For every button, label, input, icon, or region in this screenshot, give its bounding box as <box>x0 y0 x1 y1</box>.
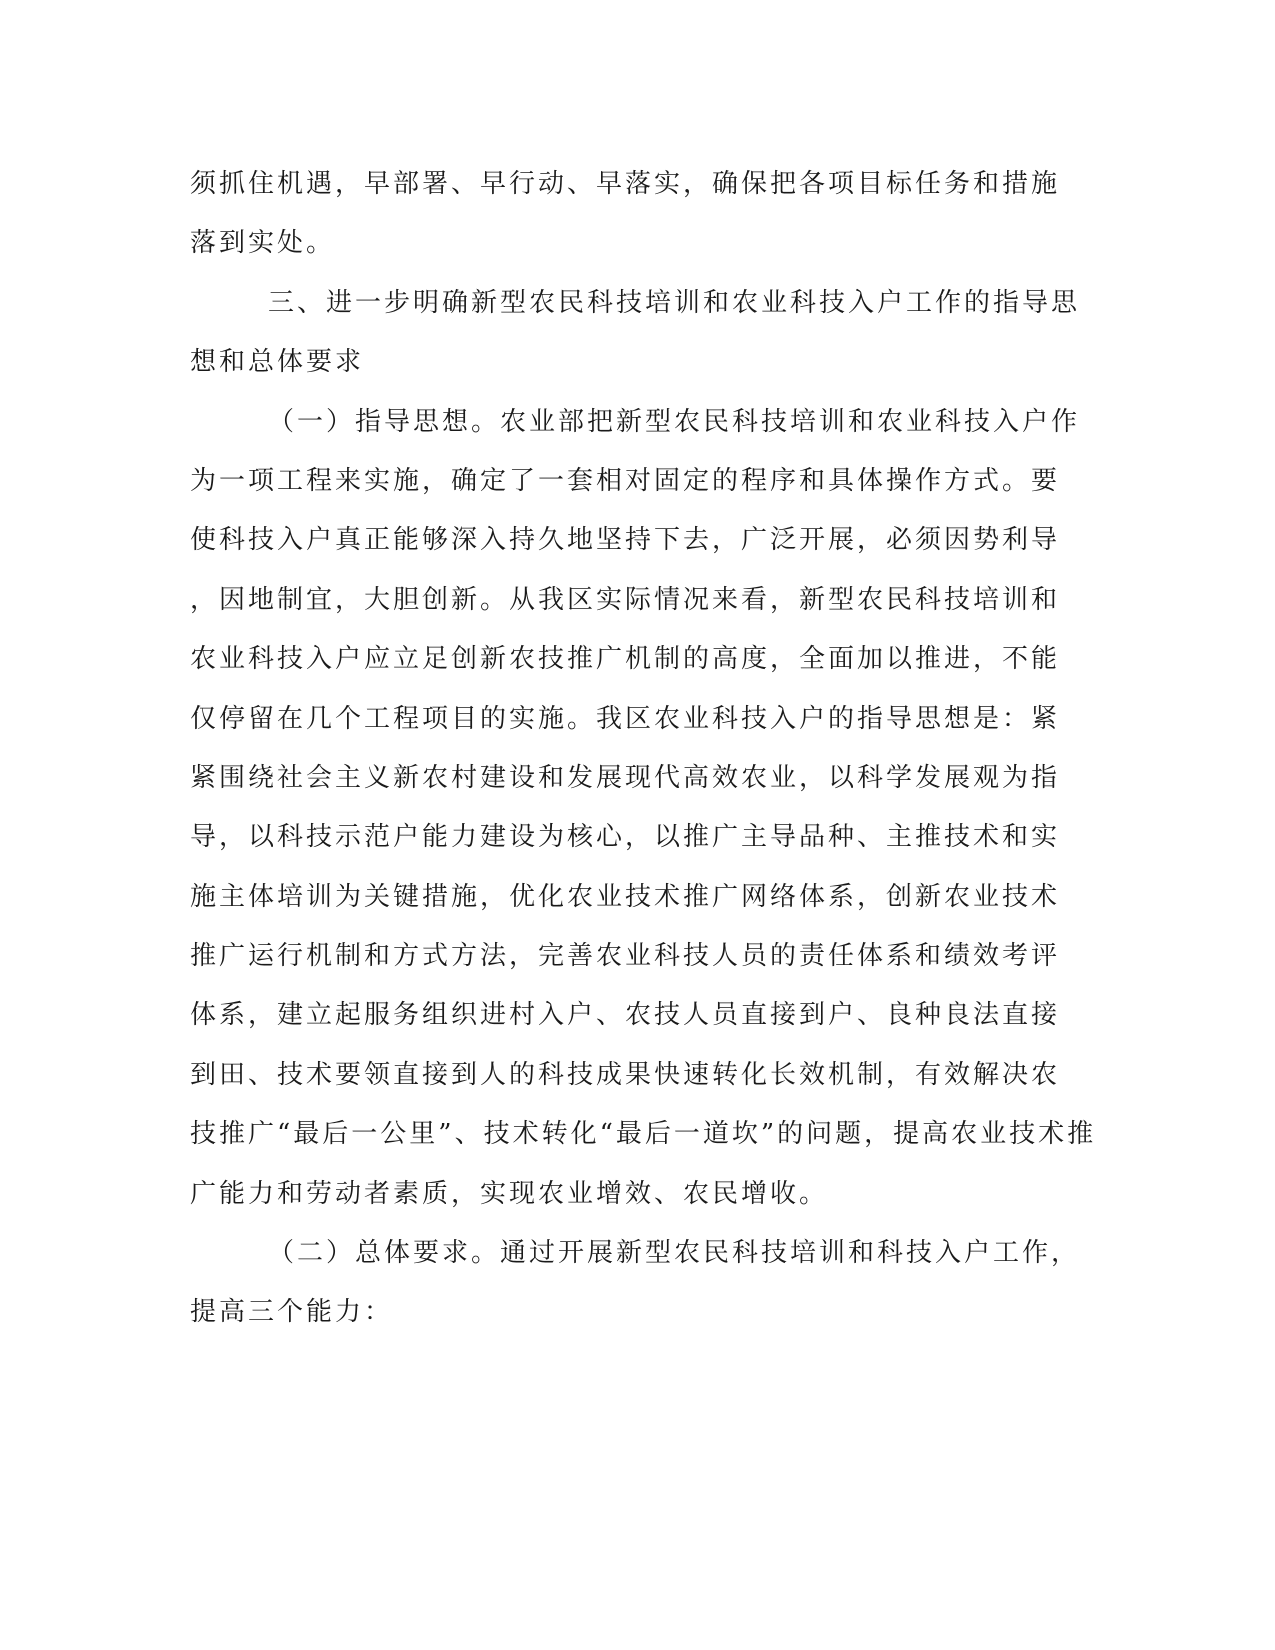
text-line: 落到实处。 <box>190 228 336 259</box>
document-body <box>190 155 1097 1343</box>
section-heading-line: 想和总体要求 <box>190 347 365 378</box>
text-line: 农业科技入户应立足创新农技推广机制的高度，全面加以推进，不能 <box>190 644 1061 675</box>
subsection-heading-line: （二）总体要求。通过开展新型农民科技培训和科技入户工作， <box>268 1238 1081 1269</box>
text-line: 仅停留在几个工程项目的实施。我区农业科技入户的指导思想是：紧 <box>190 703 1061 734</box>
text-line: 须抓住机遇，早部署、早行动、早落实，确保把各项目标任务和措施 <box>190 169 1061 199</box>
text-line: 为一项工程来实施，确定了一套相对固定的程序和具体操作方式。要 <box>190 465 1061 496</box>
text-line: 提高三个能力： <box>190 1297 394 1328</box>
section-heading-line: 三、进一步明确新型农民科技培训和农业科技入户工作的指导思 <box>268 287 1081 318</box>
text-line: ，因地制宜，大胆创新。从我区实际情况来看，新型农民科技培训和 <box>190 584 1061 615</box>
text-line: 推广运行机制和方式方法，完善农业科技人员的责任体系和绩效考评 <box>190 941 1061 972</box>
text-line: 施主体培训为关键措施，优化农业技术推广网络体系，创新农业技术 <box>190 881 1061 912</box>
text-line: 到田、技术要领直接到人的科技成果快速转化长效机制，有效解决农 <box>190 1059 1061 1090</box>
text-line: 技推广“最后一公里”、技术转化“最后一道坎”的问题，提高农业技术推 <box>190 1119 1097 1150</box>
text-line: 使科技入户真正能够深入持久地坚持下去，广泛开展，必须因势利导 <box>190 525 1061 556</box>
text-line: 导，以科技示范户能力建设为核心，以推广主导品种、主推技术和实 <box>190 822 1061 853</box>
text-line: 紧围绕社会主义新农村建设和发展现代高效农业，以科学发展观为指 <box>190 762 1061 793</box>
subsection-heading-line: （一）指导思想。农业部把新型农民科技培训和农业科技入户作 <box>268 406 1081 437</box>
text-line: 体系，建立起服务组织进村入户、农技人员直接到户、良种良法直接 <box>190 1000 1061 1031</box>
text-line: 广能力和劳动者素质，实现农业增效、农民增收。 <box>190 1178 829 1209</box>
